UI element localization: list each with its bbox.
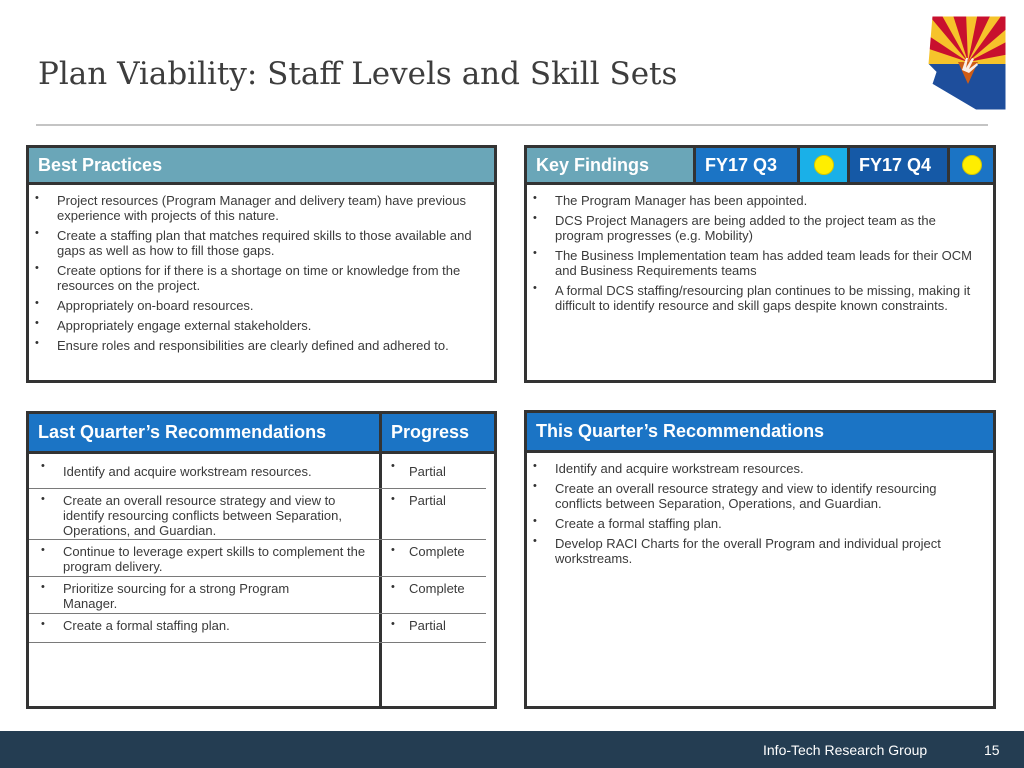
table-row: • Continue to leverage expert skills to complement the program delivery. • Complete [29, 540, 486, 577]
recommendation-cell: Create an overall resource strategy and view to identify resourcing conflicts between Separation, Operations, and Guardian. [63, 493, 342, 538]
recommendation-cell: Continue to leverage expert skills to complement the program delivery. [63, 544, 366, 574]
this-quarter-header: This Quarter’s Recommendations [527, 413, 993, 453]
last-quarter-header: Last Quarter’s Recommendations [29, 414, 379, 454]
last-quarter-panel [26, 411, 497, 709]
this-quarter-list [527, 461, 993, 571]
best-practices-panel [26, 145, 497, 383]
list-item: • Ensure roles and responsibilities are clearly defined and adhered to. [29, 338, 494, 353]
footer-organization: Info-Tech Research Group [763, 742, 928, 758]
recommendation-cell: Identify and acquire workstream resources. [63, 464, 312, 479]
best-practices-header: Best Practices [29, 148, 494, 185]
table-row: • Prioritize sourcing for a strong Program Manager. • Complete [29, 577, 486, 614]
recommendation-cell: Create a formal staffing plan. [63, 618, 230, 633]
list-item: • Develop RACI Charts for the overall Program and individual project workstreams. [527, 536, 993, 566]
list-item: • DCS Project Managers are being added to the project team as the program progresses (e.g. Mobility) [527, 213, 993, 243]
table-row: • Identify and acquire workstream resources. • Partial [29, 454, 486, 489]
best-practices-list [29, 193, 494, 358]
progress-cell: Partial [409, 618, 446, 633]
page-title: Plan Viability: Staff Levels and Skill Sets [38, 56, 678, 92]
table-row: • Create a formal staffing plan. • Partial [29, 614, 486, 643]
progress-cell: Complete [409, 544, 465, 559]
list-item: • Project resources (Program Manager and delivery team) have previous experience with projects of this nature. [29, 193, 494, 223]
table-row: • Create an overall resource strategy and view to identify resourcing conflicts between Separation, Operations, and Guardian. • Partial [29, 489, 486, 540]
list-item: • Create a formal staffing plan. [527, 516, 993, 531]
progress-cell: Partial [409, 464, 446, 479]
footer-bar [0, 731, 1024, 768]
recommendation-cell: Prioritize sourcing for a strong Program Manager. [63, 581, 290, 611]
list-item: • Appropriately on-board resources. [29, 298, 494, 313]
progress-cell: Partial [409, 493, 446, 508]
list-item: • Create options for if there is a shortage on time or knowledge from the resources on the project. [29, 263, 494, 293]
list-item: • Create a staffing plan that matches required skills to those available and gaps as well as how to fill those gaps. [29, 228, 494, 258]
fy17-q3-status [797, 148, 847, 185]
list-item: • The Program Manager has been appointed. [527, 193, 993, 208]
fy17-q3-label: FY17 Q3 [693, 148, 797, 185]
key-findings-header: Key Findings [527, 148, 693, 185]
fy17-q4-label: FY17 Q4 [847, 148, 947, 185]
list-item: • Appropriately engage external stakeholders. [29, 318, 494, 333]
key-findings-list [527, 193, 993, 318]
list-item: • Create an overall resource strategy and view to identify resourcing conflicts between Separation, Operations, and Guardian. [527, 481, 993, 511]
key-findings-panel [524, 145, 996, 383]
status-dot-icon [962, 155, 982, 175]
title-divider [36, 124, 988, 126]
progress-cell: Complete [409, 581, 465, 596]
list-item: • The Business Implementation team has added team leads for their OCM and Business Requirements teams [527, 248, 993, 278]
progress-header: Progress [379, 414, 494, 454]
fy17-q4-status [947, 148, 993, 185]
this-quarter-panel [524, 410, 996, 709]
page-number: 15 [984, 742, 1000, 758]
arizona-state-flag-map-icon [926, 12, 1010, 112]
list-item: • Identify and acquire workstream resources. [527, 461, 993, 476]
status-dot-icon [814, 155, 834, 175]
list-item: • A formal DCS staffing/resourcing plan continues to be missing, making it difficult to identify resource and skill gaps despite known constraints. [527, 283, 993, 313]
